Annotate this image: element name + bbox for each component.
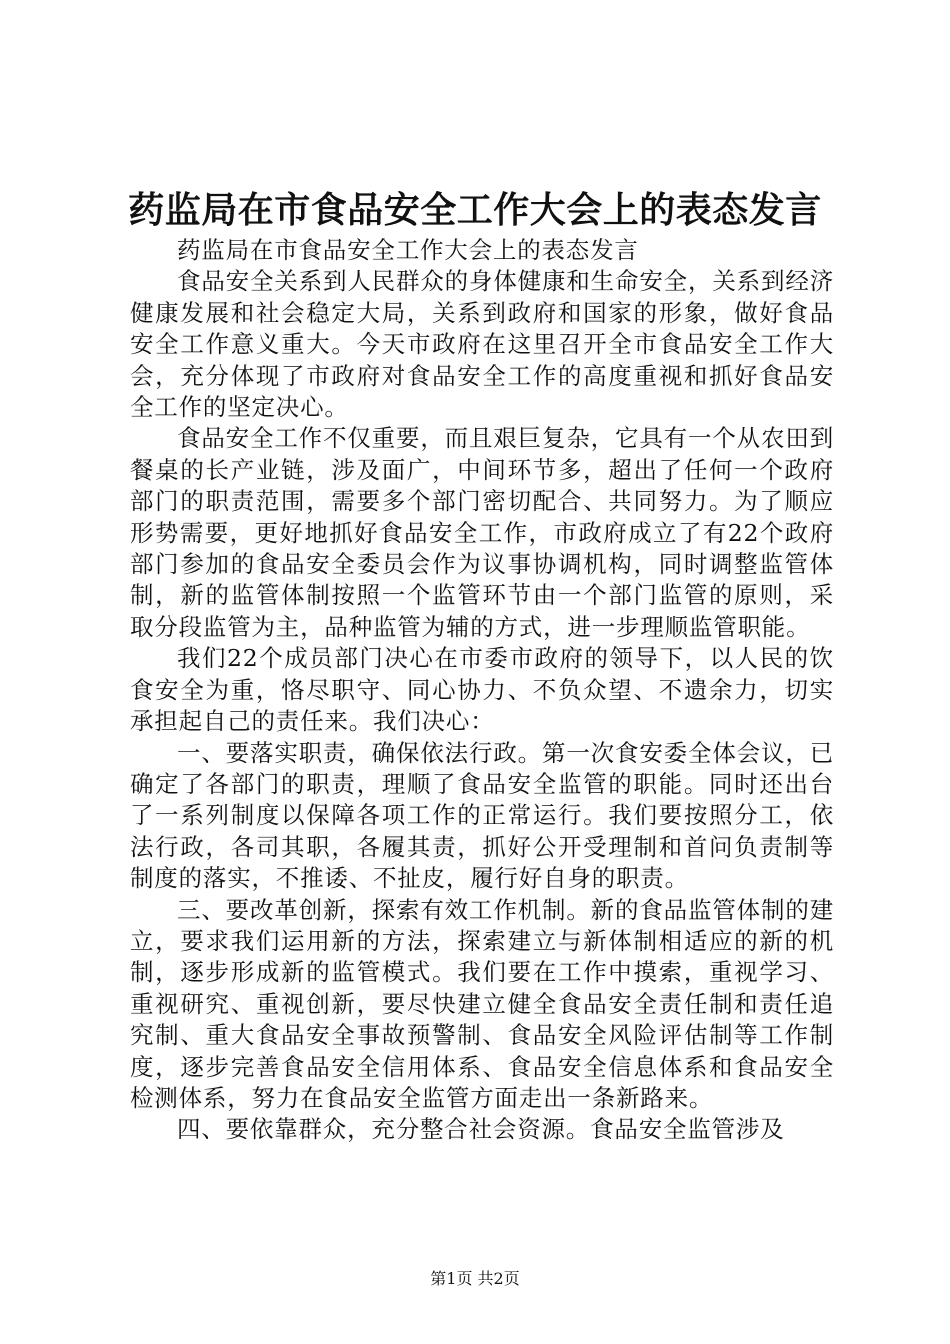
paragraph-3: 我们22个成员部门决心在市委市政府的领导下，以人民的饮食安全为重，恪尽职守、同心协力、不负众望、不遗余力，切实承担起自己的责任来。我们决心：: [130, 644, 834, 736]
paragraph-4: 一、要落实职责，确保依法行政。第一次食安委全体会议，已确定了各部门的职责，理顺了食品安全监管的职能。同时还出台了一系列制度以保障各项工作的正常运行。我们要按照分工，依法行政，各司其职，各履其责，抓好公开受理制和首问负责制等制度的落实，不推诿、不扯皮，履行好自身的职责。: [130, 738, 834, 893]
document-body: [130, 235, 834, 1146]
document-subtitle: 药监局在市食品安全工作大会上的表态发言: [177, 236, 639, 264]
paragraph-5: 三、要改革创新，探索有效工作机制。新的食品监管体制的建立，要求我们运用新的方法，探索建立与新体制相适应的新的机制，逐步形成新的监管模式。我们要在工作中摸索，重视学习、重视研究、重视创新，要尽快建立健全食品安全责任制和责任追究制、重大食品安全事故预警制、食品安全风险评估制等工作制度，逐步完善食品安全信用体系、食品安全信息体系和食品安全检测体系，努力在食品安全监管方面走出一条新路来。: [130, 895, 834, 1112]
paragraph-1: 食品安全关系到人民群众的身体健康和生命安全，关系到经济健康发展和社会稳定大局，关系到政府和国家的形象，做好食品安全工作意义重大。今天市政府在这里召开全市食品安全工作大会，充分体现了市政府对食品安全工作的高度重视和抓好食品安全工作的坚定决心。: [130, 267, 834, 422]
page-footer: 第1页 共2页: [430, 1269, 520, 1288]
paragraph-2: 食品安全工作不仅重要，而且艰巨复杂，它具有一个从农田到餐桌的长产业链，涉及面广，中间环节多，超出了任何一个政府部门的职责范围，需要多个部门密切配合、共同努力。为了顺应形势需要，更好地抓好食品安全工作，市政府成立了有22个政府部门参加的食品安全委员会作为议事协调机构，同时调整监管体制，新的监管体制按照一个监管环节由一个部门监管的原则，采取分段监管为主，品种监管为辅的方式，进一步理顺监管职能。: [130, 424, 834, 641]
paragraph-6: 四、要依靠群众，充分整合社会资源。食品安全监管涉及: [177, 1115, 785, 1144]
document-title: 药监局在市食品安全工作大会上的表态发言: [128, 189, 822, 231]
